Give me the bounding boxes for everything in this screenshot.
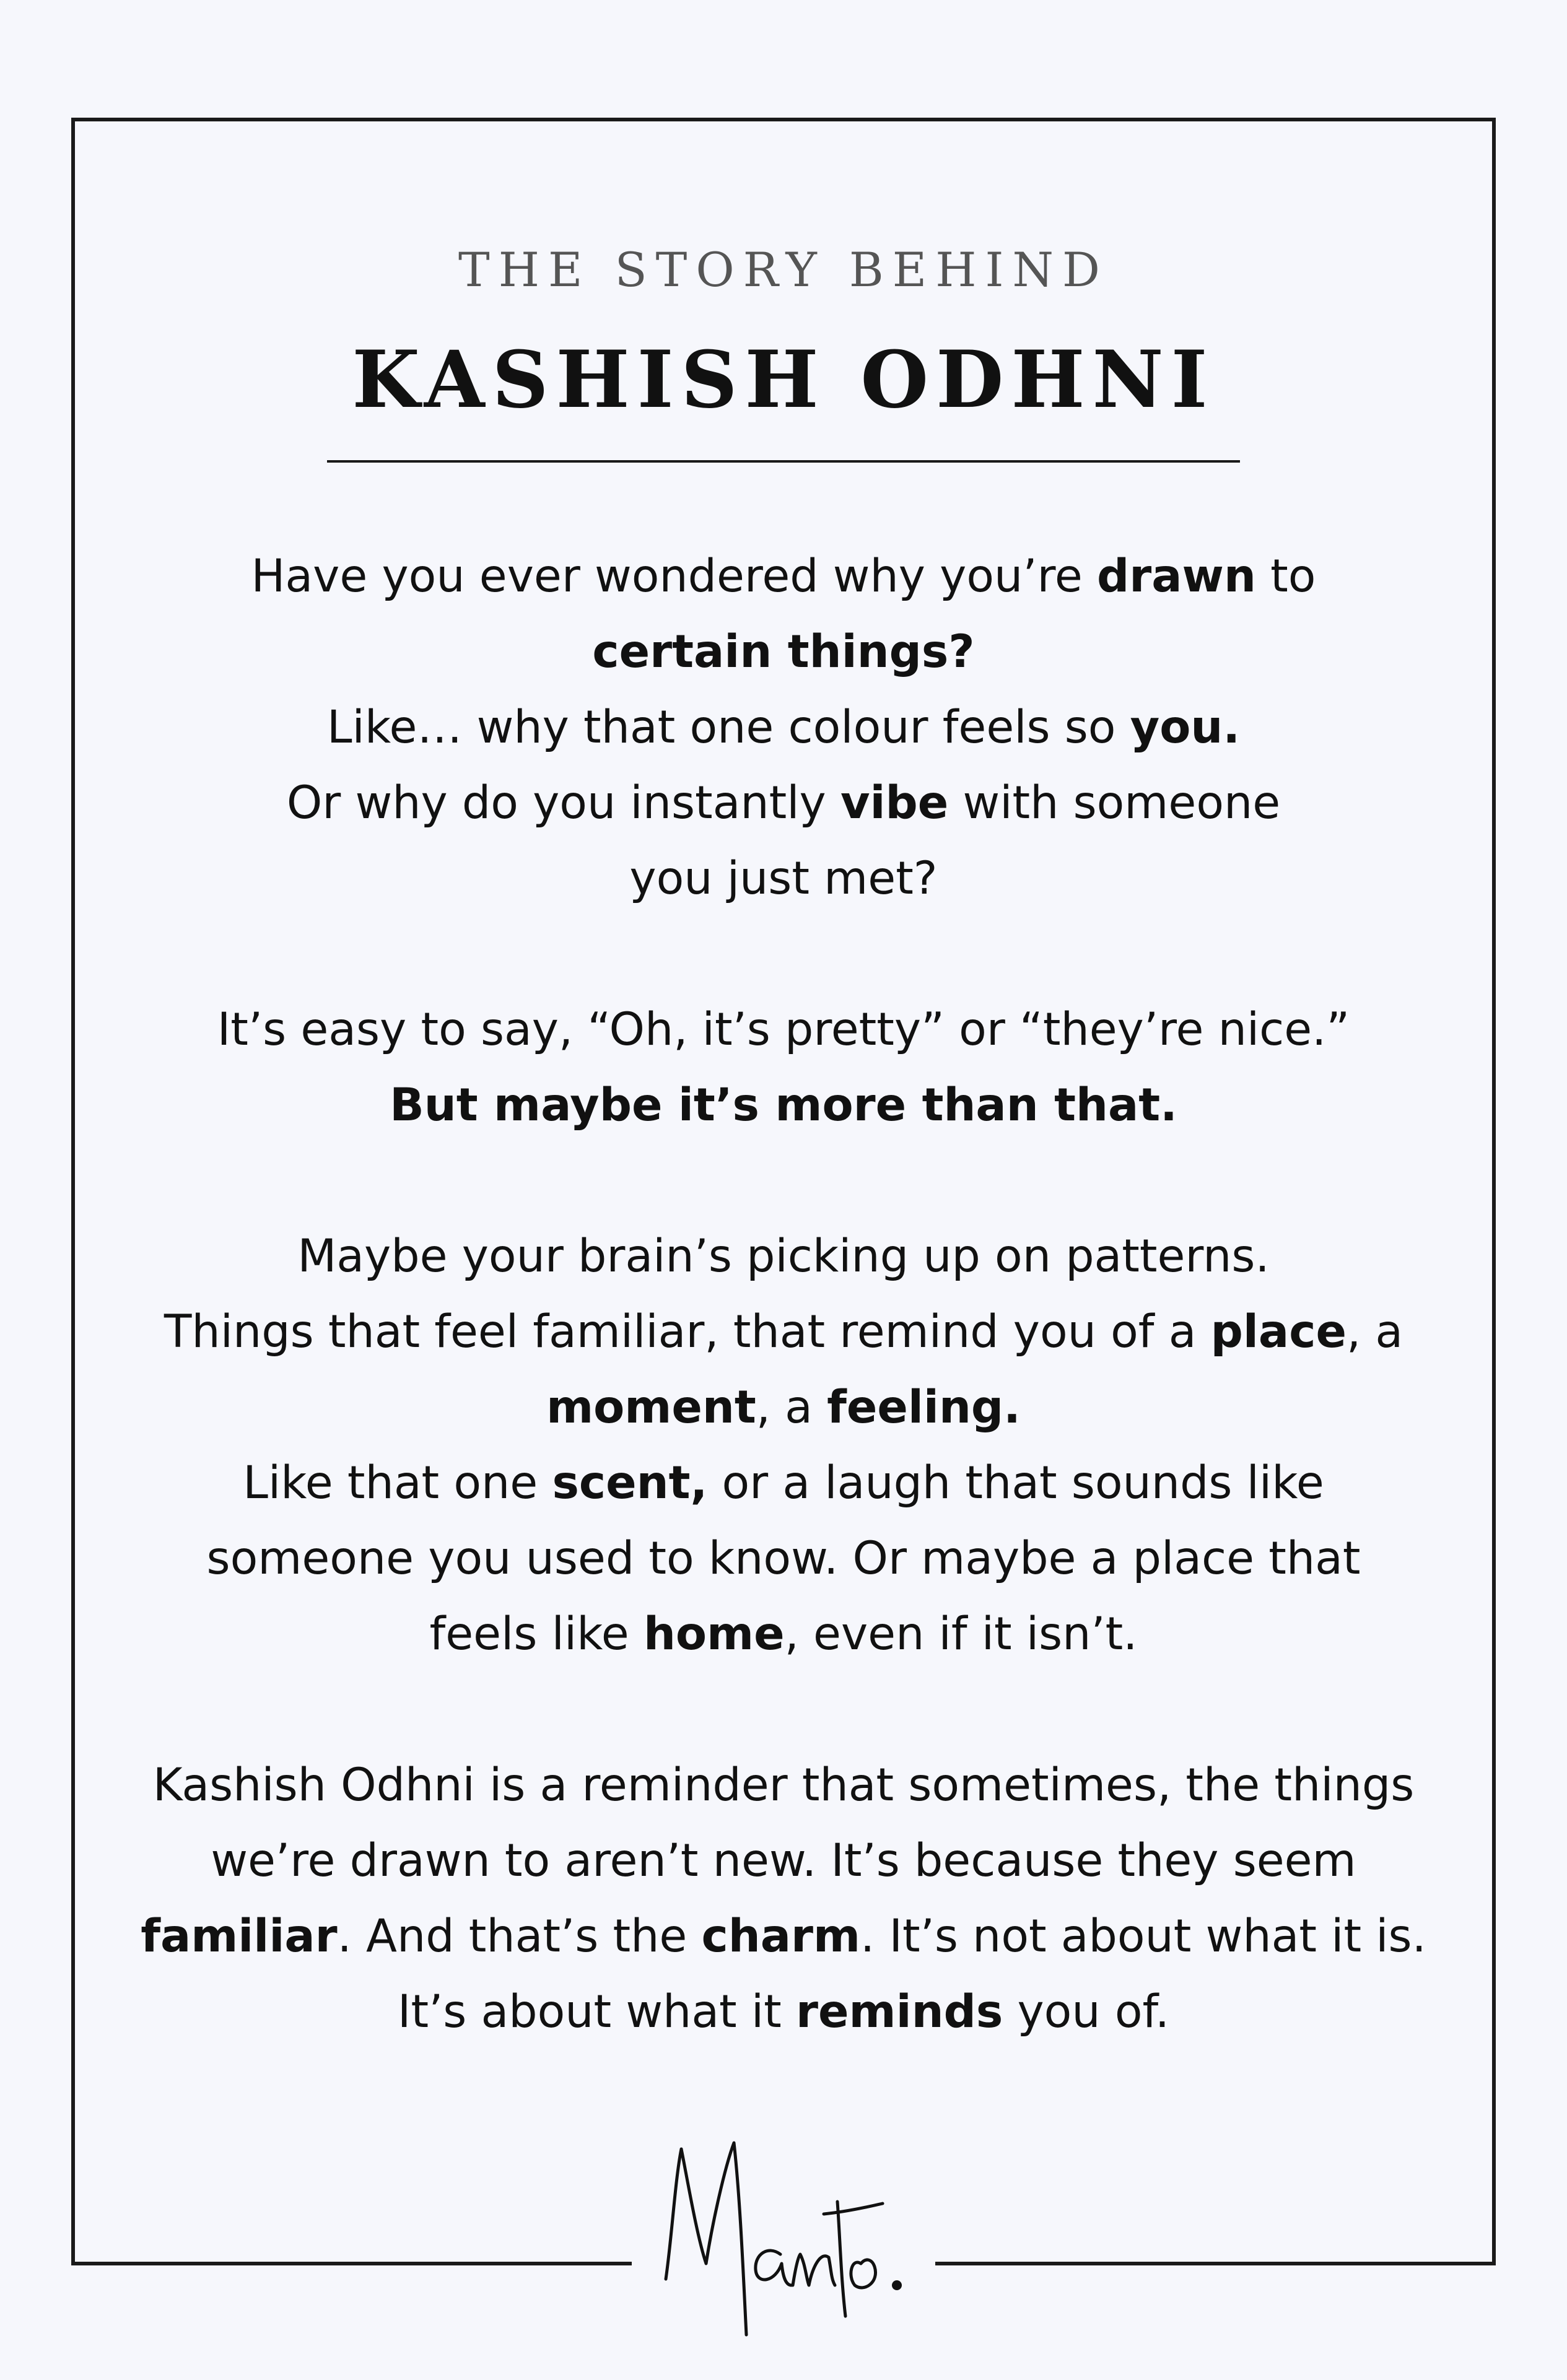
kicker-heading: THE STORY BEHIND	[458, 242, 1109, 297]
body-text-run: you just met?	[629, 852, 938, 905]
emphasis-text: charm	[701, 1910, 861, 1963]
story-line	[87, 1748, 1480, 1823]
body-text-run: to	[1255, 550, 1316, 603]
story-line	[87, 1370, 1480, 1445]
story-line	[87, 539, 1480, 614]
body-text-run: Like that one	[243, 1457, 552, 1509]
story-paragraph	[87, 992, 1480, 1143]
story-line	[87, 1219, 1480, 1294]
story-line	[87, 1294, 1480, 1370]
story-line	[87, 1445, 1480, 1521]
emphasis-text: drawn	[1097, 550, 1256, 603]
story-line	[87, 690, 1480, 765]
story-paragraph	[87, 1748, 1480, 2050]
body-text-run: Have you ever wondered why you’re	[251, 550, 1098, 603]
body-text-run: Kashish Odhni is a reminder that sometimes, the things	[152, 1759, 1415, 1811]
emphasis-text: But maybe it’s more than that.	[390, 1079, 1177, 1131]
emphasis-text: moment	[546, 1381, 756, 1434]
story-line	[87, 765, 1480, 841]
story-paragraph	[87, 1219, 1480, 1672]
emphasis-text: vibe	[840, 777, 949, 829]
page-title: KASHISH ODHNI	[352, 334, 1215, 425]
body-text-run: It’s about what it	[397, 1986, 796, 2038]
story-line	[87, 614, 1480, 690]
body-text-run: we’re drawn to aren’t new. It’s because they seem	[211, 1834, 1356, 1887]
body-text-run: , a	[1346, 1306, 1403, 1358]
story-line	[87, 1597, 1480, 1672]
body-text-run: Things that feel familiar, that remind you of a	[164, 1306, 1211, 1358]
story-line	[87, 841, 1480, 917]
story-line	[87, 1068, 1480, 1143]
body-text-run: feels like	[429, 1608, 644, 1660]
emphasis-text: you.	[1130, 701, 1241, 754]
emphasis-text: feeling.	[827, 1381, 1021, 1434]
body-text-run: someone you used to know. Or maybe a place that	[206, 1532, 1361, 1585]
body-text-run: It’s easy to say, “Oh, it’s pretty” or “they’re nice.”	[217, 1003, 1350, 1056]
story-body	[87, 539, 1480, 2125]
emphasis-text: place	[1210, 1306, 1347, 1358]
story-line	[87, 1974, 1480, 2050]
body-text-run: Like… why that one colour feels so	[326, 701, 1130, 754]
story-line	[87, 1899, 1480, 1974]
body-text-run: , a	[756, 1381, 827, 1434]
body-text-run: . And that’s the	[337, 1910, 702, 1963]
title-divider	[327, 460, 1240, 463]
emphasis-text: scent,	[552, 1457, 708, 1509]
body-text-run: or a laugh that sounds like	[707, 1457, 1324, 1509]
story-line	[87, 992, 1480, 1068]
story-line	[87, 1521, 1480, 1597]
body-text-run: . It’s not about what it is.	[860, 1910, 1426, 1963]
body-text-run: with someone	[948, 777, 1281, 829]
emphasis-text: reminds	[796, 1986, 1003, 2038]
story-line	[87, 1823, 1480, 1899]
signature-logo	[638, 2130, 935, 2341]
body-text-run: , even if it isn’t.	[784, 1608, 1138, 1660]
body-text-run: Or why do you instantly	[286, 777, 840, 829]
body-text-run: Maybe your brain’s picking up on patterns.	[297, 1230, 1270, 1283]
emphasis-text: home	[643, 1608, 785, 1660]
emphasis-text: familiar	[141, 1910, 338, 1963]
story-paragraph	[87, 539, 1480, 917]
emphasis-text: certain things?	[592, 626, 975, 678]
body-text-run: you of.	[1003, 1986, 1170, 2038]
